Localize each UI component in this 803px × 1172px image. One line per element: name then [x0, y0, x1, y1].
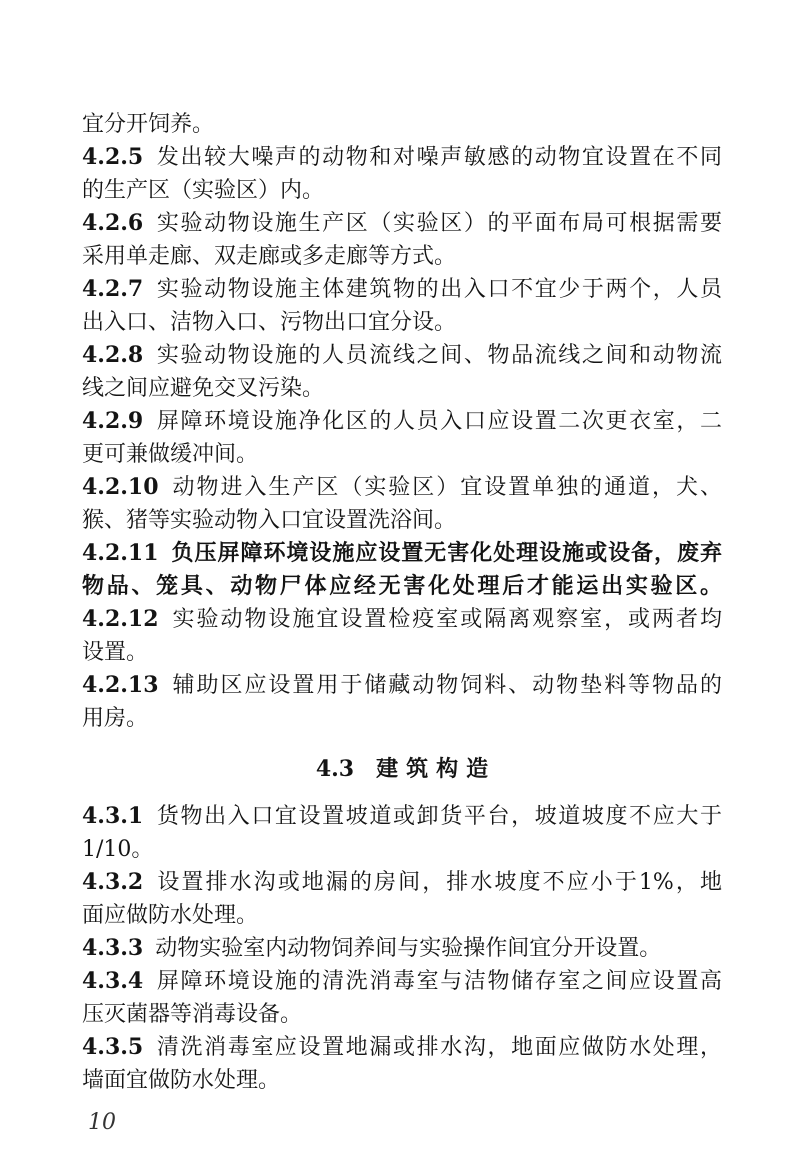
section-number: 4.3 — [315, 756, 355, 782]
clause-text: 设置排水沟或地漏的房间，排水坡度不应小于1%，地 — [155, 870, 722, 895]
page-body — [82, 108, 722, 1097]
continuation-line: 宜分开饲养。 — [82, 112, 215, 137]
clause-first-line — [82, 537, 722, 570]
clause-number: 4.3.1 — [82, 803, 144, 829]
clause-text: 屏障环境设施的清洗消毒室与洁物储存室之间应设置高 — [155, 969, 722, 994]
clause-text: 负压屏障环境设施应设置无害化处理设施或设备，废弃 — [170, 540, 722, 566]
clause-4-3-5 — [82, 1031, 722, 1097]
clause-first-line — [82, 339, 722, 372]
clause-number: 4.2.10 — [82, 474, 159, 500]
clause-text: 实验动物设施主体建筑物的出入口不宜少于两个，人员 — [155, 277, 722, 302]
clause-text: 实验动物设施生产区（实验区）的平面布局可根据需要 — [155, 211, 722, 236]
clause-first-line — [82, 866, 722, 899]
section-title: 建筑构造 — [376, 756, 497, 782]
clause-line: 出入口、洁物入口、污物出口宜分设。 — [82, 310, 457, 335]
clause-line: 压灭菌器等消毒设备。 — [82, 1002, 303, 1027]
clause-line: 面应做防水处理。 — [82, 903, 259, 928]
clause-first-line — [82, 207, 722, 240]
clause-text: 辅助区应设置用于储藏动物饲料、动物垫料等物品的 — [170, 673, 722, 698]
clause-line: 用房。 — [82, 706, 149, 731]
clause-text: 发出较大噪声的动物和对噪声敏感的动物宜设置在不同 — [155, 145, 722, 170]
clause-line: 更可兼做缓冲间。 — [82, 442, 259, 467]
page-number: 10 — [88, 1110, 116, 1135]
clause-4-2-11 — [82, 537, 722, 603]
clause-text: 货物出入口宜设置坡道或卸货平台，坡道坡度不应大于 — [155, 804, 722, 829]
clause-4-2-8 — [82, 339, 722, 405]
clause-first-line — [82, 965, 722, 998]
clause-first-line — [82, 141, 722, 174]
clause-text: 实验动物设施的人员流线之间、物品流线之间和动物流 — [155, 343, 722, 368]
clause-line: 的生产区（实验区）内。 — [82, 178, 325, 203]
clause-number: 4.2.8 — [82, 342, 144, 368]
clause-line: 线之间应避免交叉污染。 — [82, 376, 325, 401]
clause-first-line — [82, 405, 722, 438]
clause-number: 4.2.7 — [82, 276, 144, 302]
clause-4-2-6 — [82, 207, 722, 273]
clause-number: 4.3.2 — [82, 869, 144, 895]
clause-4-2-5 — [82, 141, 722, 207]
clause-text: 动物实验室内动物饲养间与实验操作间宜分开设置。 — [155, 936, 662, 961]
clause-text: 屏障环境设施净化区的人员入口应设置二次更衣室，二 — [155, 409, 722, 434]
clause-first-line — [82, 1031, 722, 1064]
clause-4-2-9 — [82, 405, 722, 471]
clause-line: 采用单走廊、双走廊或多走廊等方式。 — [82, 244, 457, 269]
clause-4-3-2 — [82, 866, 722, 932]
clause-number: 4.3.4 — [82, 968, 144, 994]
clause-4-2-13 — [82, 669, 722, 735]
clause-number: 4.2.13 — [82, 672, 159, 698]
clause-line: 墙面宜做防水处理。 — [82, 1068, 281, 1093]
clause-text: 动物进入生产区（实验区）宜设置单独的通道，犬、 — [170, 475, 722, 500]
clause-4-2-12 — [82, 603, 722, 669]
clause-number: 4.2.11 — [82, 540, 159, 566]
clause-first-line — [82, 800, 722, 833]
clause-line: 物品、笼具、动物尸体应经无害化处理后才能运出实验区。 — [82, 573, 722, 599]
clause-line: 1/10。 — [82, 837, 154, 862]
clause-first-line — [82, 603, 722, 636]
clause-text: 实验动物设施宜设置检疫室或隔离观察室，或两者均 — [170, 607, 722, 632]
clause-first-line — [82, 471, 722, 504]
clause-number: 4.3.3 — [82, 935, 144, 961]
clause-number: 4.2.6 — [82, 210, 144, 236]
clause-number: 4.3.5 — [82, 1034, 144, 1060]
clause-4-3-1 — [82, 800, 722, 866]
clause-number: 4.2.9 — [82, 408, 144, 434]
clause-text: 清洗消毒室应设置地漏或排水沟，地面应做防水处理， — [155, 1035, 722, 1060]
clause-line: 设置。 — [82, 640, 149, 665]
clause-4-3-3 — [82, 932, 722, 965]
clause-4-3-4 — [82, 965, 722, 1031]
clause-line: 猴、猪等实验动物入口宜设置洗浴间。 — [82, 508, 457, 533]
clause-4-2-7 — [82, 273, 722, 339]
clause-first-line — [82, 932, 722, 965]
section-heading — [82, 753, 722, 786]
clause-number: 4.2.12 — [82, 606, 159, 632]
clause-first-line — [82, 273, 722, 306]
clause-number: 4.2.5 — [82, 144, 144, 170]
clause-first-line — [82, 669, 722, 702]
clause-4-2-10 — [82, 471, 722, 537]
